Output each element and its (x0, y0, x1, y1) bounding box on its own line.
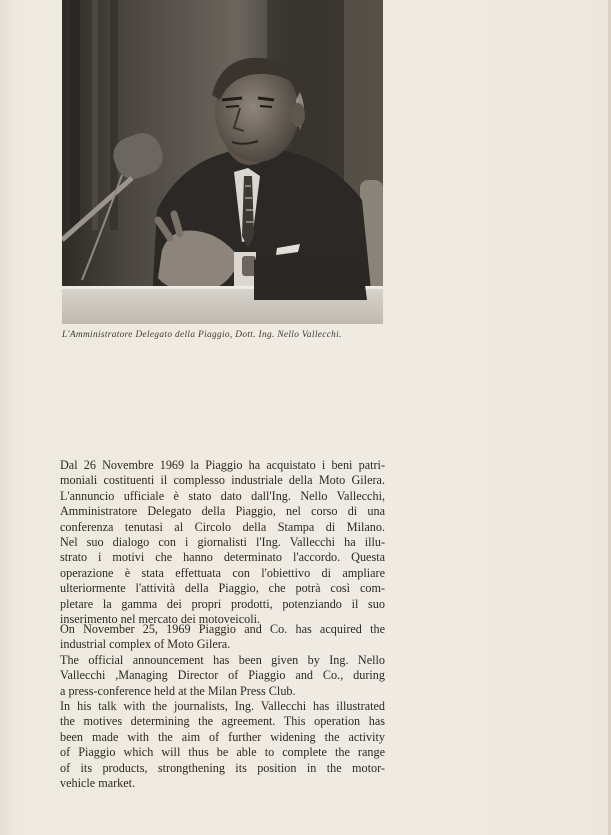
text-line: The official announcement has been given by Ing. Nello (60, 652, 385, 667)
text-line: L'annuncio ufficiale è stato dato dall'Ing. Nello Vallecchi, (60, 488, 385, 503)
text-line: the motives determining the agreement. This operation has (60, 714, 385, 729)
text-line: Vallecchi ,Managing Director of Piaggio and Co., during (60, 668, 385, 683)
text-line: a press-conference held at the Milan Press Club. (60, 683, 296, 698)
text-line: been made with the aim of further widening the activity (60, 729, 385, 744)
text-line: In his talk with the journalists, Ing. Vallecchi has illustrated (60, 699, 385, 714)
english-paragraph (60, 622, 385, 791)
photo-caption: L'Amministratore Delegato della Piaggio, Dott. Ing. Nello Vallecchi. (62, 330, 342, 340)
text-line: moniali costituenti il complesso industriale della Moto Gilera. (60, 473, 385, 488)
text-line: On November 25, 1969 Piaggio and Co. has acquired the (60, 622, 385, 636)
text-line: of Piaggio which will thus be able to complete the range (60, 745, 385, 760)
italian-paragraph (60, 458, 385, 627)
text-line: Nel suo dialogo con i giornalisti l'Ing. Vallecchi ha illu- (60, 535, 385, 550)
text-line: pletare la gamma dei propri prodotti, potenziando il suo (60, 596, 385, 611)
text-line: vehicle market. (60, 776, 136, 791)
text-line: Amministratore Delegato della Piaggio, nel corso di una (60, 504, 385, 519)
text-line: industrial complex of Moto Gilera. (60, 637, 231, 652)
text-line: conferenza tenutasi al Circolo della Stampa di Milano. (60, 519, 385, 534)
text-line: ulteriormente l'attività della Piaggio, che potrà così com- (60, 581, 385, 596)
text-line: strato i motivi che hanno determinato l'accordo. Questa (60, 550, 385, 565)
text-line: operazione è stata effettuata con l'obiettivo di ampliare (60, 565, 385, 580)
text-line: Dal 26 Novembre 1969 la Piaggio ha acquistato i beni patri- (60, 458, 385, 472)
portrait-photo (62, 0, 383, 324)
text-line: inserimento nel mercato dei motoveicoli. (60, 612, 261, 627)
text-line: of its products, strongthening its position in the motor- (60, 760, 385, 775)
